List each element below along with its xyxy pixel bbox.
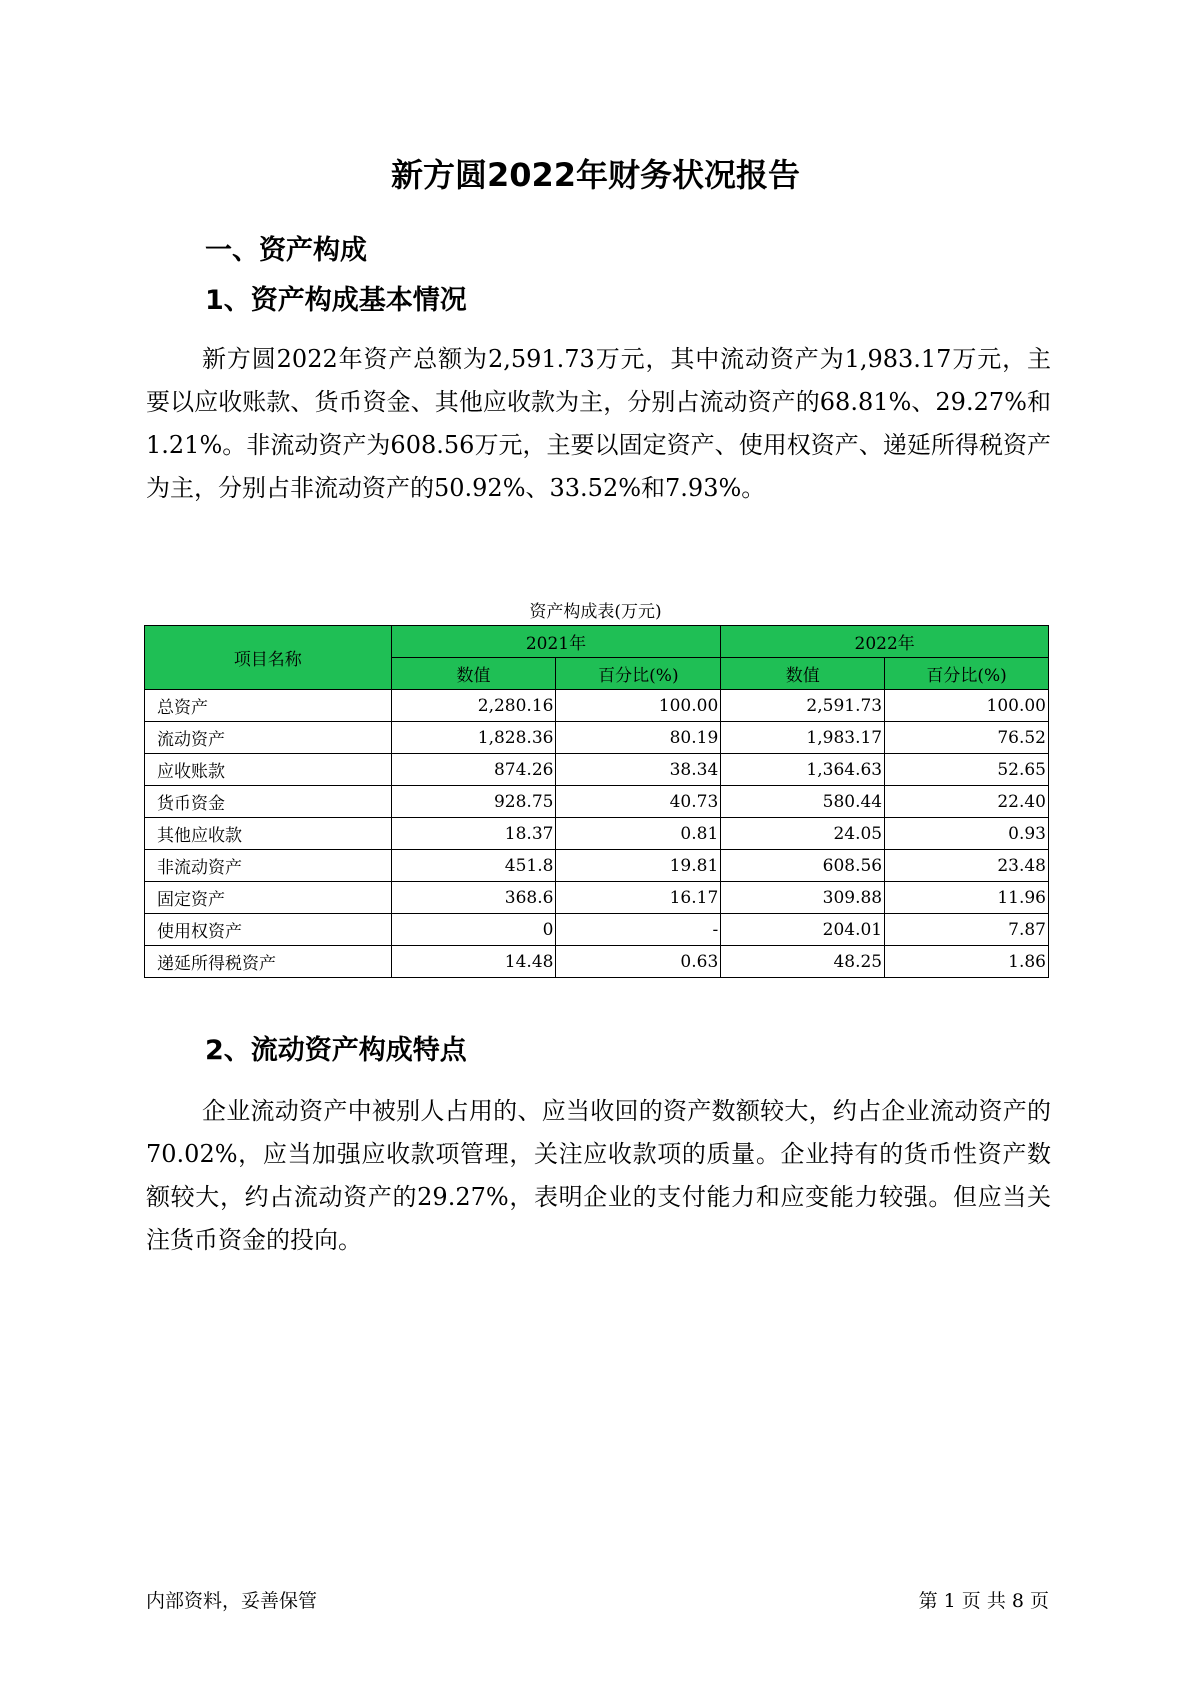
footer-confidential-note: 内部资料，妥善保管 <box>146 1590 318 1612</box>
table-row <box>145 914 1049 946</box>
cell-value-2021: 1,828.36 <box>391 722 556 754</box>
cell-percent-2021: 19.81 <box>556 850 721 882</box>
cell-row-name: 应收账款 <box>145 754 392 786</box>
header-value-2022: 数值 <box>721 658 885 690</box>
cell-percent-2022: 7.87 <box>885 914 1049 946</box>
cell-row-name: 流动资产 <box>145 722 392 754</box>
cell-percent-2022: 0.93 <box>885 818 1049 850</box>
table-row <box>145 882 1049 914</box>
cell-value-2022: 309.88 <box>721 882 885 914</box>
table-row <box>145 850 1049 882</box>
cell-row-name: 使用权资产 <box>145 914 392 946</box>
cell-percent-2021: 100.00 <box>556 690 721 722</box>
cell-percent-2022: 23.48 <box>885 850 1049 882</box>
cell-percent-2021: - <box>556 914 721 946</box>
cell-percent-2022: 11.96 <box>885 882 1049 914</box>
subsection-heading-current-assets: 2、流动资产构成特点 <box>205 1035 467 1066</box>
cell-value-2022: 1,983.17 <box>721 722 885 754</box>
cell-row-name: 货币资金 <box>145 786 392 818</box>
header-year-2022: 2022年 <box>721 626 1049 658</box>
table-row <box>145 946 1049 978</box>
header-item-name: 项目名称 <box>145 626 392 690</box>
table-caption: 资产构成表(万元) <box>529 602 662 622</box>
header-year-2021: 2021年 <box>391 626 721 658</box>
cell-value-2021: 451.8 <box>391 850 556 882</box>
cell-value-2022: 24.05 <box>721 818 885 850</box>
header-percent-2021: 百分比(%) <box>556 658 721 690</box>
cell-percent-2022: 100.00 <box>885 690 1049 722</box>
paragraph-asset-summary: 新方圆2022年资产总额为2,591.73万元，其中流动资产为1,983.17万元，主要以应收账款、货币资金、其他应收款为主，分别占流动资产的68.81%、29.27%和1.21%。非流动资产为608.56万元，主要以固定资产、使用权资产、递延所得税资产为主，分别占非流动资产的50.92%、33.52%和7.93%。 <box>146 345 1051 502</box>
cell-row-name: 固定资产 <box>145 882 392 914</box>
cell-percent-2022: 1.86 <box>885 946 1049 978</box>
asset-composition-table <box>144 625 1049 978</box>
table-row <box>145 722 1049 754</box>
cell-percent-2021: 0.81 <box>556 818 721 850</box>
cell-value-2021: 18.37 <box>391 818 556 850</box>
cell-value-2021: 368.6 <box>391 882 556 914</box>
page-title: 新方圆2022年财务状况报告 <box>390 156 801 194</box>
cell-percent-2021: 16.17 <box>556 882 721 914</box>
cell-percent-2021: 80.19 <box>556 722 721 754</box>
cell-percent-2022: 52.65 <box>885 754 1049 786</box>
cell-row-name: 递延所得税资产 <box>145 946 392 978</box>
cell-percent-2021: 38.34 <box>556 754 721 786</box>
cell-value-2021: 14.48 <box>391 946 556 978</box>
cell-value-2021: 0 <box>391 914 556 946</box>
cell-value-2022: 48.25 <box>721 946 885 978</box>
table-row <box>145 786 1049 818</box>
cell-value-2022: 204.01 <box>721 914 885 946</box>
header-value-2021: 数值 <box>391 658 556 690</box>
cell-percent-2022: 76.52 <box>885 722 1049 754</box>
cell-row-name: 总资产 <box>145 690 392 722</box>
table-row <box>145 690 1049 722</box>
cell-percent-2022: 22.40 <box>885 786 1049 818</box>
section-heading-asset-composition: 一、资产构成 <box>205 235 367 266</box>
header-percent-2022: 百分比(%) <box>885 658 1049 690</box>
cell-value-2022: 608.56 <box>721 850 885 882</box>
cell-percent-2021: 0.63 <box>556 946 721 978</box>
cell-row-name: 其他应收款 <box>145 818 392 850</box>
table-body <box>145 690 1049 978</box>
cell-value-2021: 874.26 <box>391 754 556 786</box>
table-row <box>145 754 1049 786</box>
subsection-heading-basic: 1、资产构成基本情况 <box>205 285 467 316</box>
table-row <box>145 818 1049 850</box>
cell-value-2022: 1,364.63 <box>721 754 885 786</box>
cell-row-name: 非流动资产 <box>145 850 392 882</box>
cell-value-2021: 928.75 <box>391 786 556 818</box>
cell-value-2021: 2,280.16 <box>391 690 556 722</box>
cell-percent-2021: 40.73 <box>556 786 721 818</box>
cell-value-2022: 580.44 <box>721 786 885 818</box>
cell-value-2022: 2,591.73 <box>721 690 885 722</box>
footer-page-number: 第 1 页 共 8 页 <box>918 1590 1049 1612</box>
paragraph-current-assets: 企业流动资产中被别人占用的、应当收回的资产数额较大，约占企业流动资产的70.02%，应当加强应收款项管理，关注应收款项的质量。企业持有的货币性资产数额较大，约占流动资产的29.27%，表明企业的支付能力和应变能力较强。但应当关注货币资金的投向。 <box>146 1097 1051 1254</box>
